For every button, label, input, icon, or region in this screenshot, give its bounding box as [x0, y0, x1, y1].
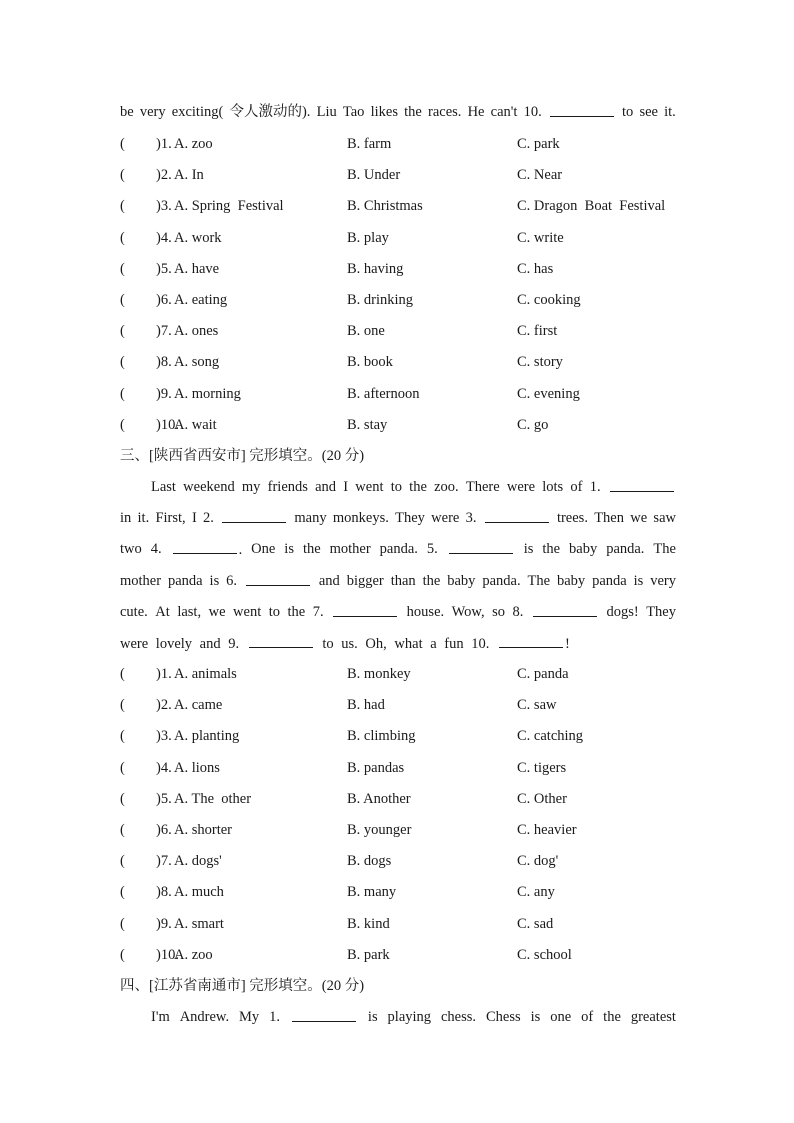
passage-word: us. [341, 636, 358, 652]
question-number: )1. [156, 136, 172, 152]
passage-word: 1. [269, 1009, 281, 1025]
passage-word: many [294, 510, 327, 527]
question-number: )1. [156, 666, 172, 682]
passage-word: is [367, 1009, 378, 1025]
option-c: C. go [517, 416, 549, 433]
question-number: )6. [156, 292, 172, 308]
option-c: C. any [517, 884, 555, 901]
passage-word: The [653, 541, 676, 558]
passage-word: we [208, 603, 226, 620]
passage-word: My [239, 1009, 260, 1025]
passage-line [120, 602, 676, 623]
option-b: B. one [347, 323, 385, 340]
option-a: A. morning [174, 385, 241, 402]
answer-blank [220, 508, 288, 529]
blank-line [222, 508, 286, 523]
passage-line [151, 477, 676, 498]
passage-line [120, 571, 676, 592]
blank-line [533, 602, 597, 617]
question-number: )8. [156, 354, 172, 371]
option-b: B. had [347, 697, 385, 714]
question-number: )9. [156, 385, 172, 402]
option-a: A. dogs' [174, 853, 222, 870]
passage-word: I [343, 479, 349, 495]
option-a: A. came [174, 697, 223, 714]
passage-word: panda. [379, 541, 418, 558]
passage-word: First, [155, 510, 186, 527]
option-b: B. Christmas [347, 198, 423, 215]
question-number: )2. [156, 697, 172, 714]
passage-word: so [492, 603, 506, 620]
passage-word: one [550, 1009, 572, 1025]
question-number: )3. [156, 728, 172, 745]
passage-word: it. [137, 510, 150, 527]
answer-paren[interactable]: ( [120, 229, 125, 246]
passage-word: the [409, 479, 427, 495]
blank-line [246, 571, 310, 586]
passage-word: the [287, 603, 306, 620]
option-b: B. Under [347, 167, 401, 184]
passage-word: we [630, 510, 648, 527]
passage-line [151, 1007, 676, 1028]
answer-paren[interactable]: ( [120, 198, 125, 215]
passage-word: 3. [465, 510, 477, 527]
question-number: )3. [156, 198, 172, 215]
answer-paren[interactable]: ( [120, 385, 125, 402]
answer-blank [447, 539, 515, 560]
answer-paren[interactable]: ( [120, 884, 125, 901]
answer-paren[interactable]: ( [120, 728, 125, 745]
question-number: )5. [156, 260, 172, 277]
passage-word: He [467, 104, 485, 120]
passage-line [120, 539, 676, 560]
intro-tail-line [120, 102, 676, 123]
answer-blank [244, 571, 312, 592]
passage-word: it. [664, 104, 676, 120]
blank-line [550, 102, 614, 117]
passage-word: is [209, 572, 220, 589]
question-number: )10. [156, 416, 179, 433]
passage-word: 4. [150, 541, 162, 558]
blank-line [173, 539, 237, 554]
passage-word: fun [444, 636, 464, 652]
option-c: C. cooking [517, 292, 581, 308]
option-c: C. story [517, 354, 563, 371]
passage-word: were [506, 479, 536, 495]
answer-paren[interactable]: ( [120, 167, 125, 184]
passage-word: to [390, 479, 402, 495]
option-a: A. smart [174, 915, 224, 932]
passage-word: panda. [482, 572, 521, 589]
passage-word: 1. [589, 479, 601, 495]
option-b: B. Another [347, 790, 411, 807]
blank-line [449, 539, 513, 554]
option-b: B. kind [347, 915, 390, 932]
passage-word: baby [569, 541, 598, 558]
passage-word: 9. [228, 636, 240, 652]
answer-blank [548, 102, 616, 123]
passage-word: 8. [512, 603, 524, 620]
passage-word: the [603, 1009, 621, 1025]
option-b: B. farm [347, 136, 392, 152]
answer-blank [247, 636, 315, 652]
passage-word: One [251, 541, 276, 558]
passage-word: baby [556, 572, 586, 589]
passage-word: Wow, [451, 603, 485, 620]
question-number: )4. [156, 759, 172, 776]
passage-word: mother [120, 572, 162, 589]
option-b: B. having [347, 260, 404, 277]
passage-word: chess. [441, 1009, 477, 1025]
passage-word: were [431, 510, 460, 527]
passage-word: Chess [486, 1009, 521, 1025]
section3-heading: 三、[陕西省西安市] 完形填空。(20 分) [120, 448, 365, 464]
option-a: A. zoo [174, 136, 213, 152]
option-c: C. has [517, 260, 554, 277]
passage-word: is [530, 1009, 541, 1025]
passage-word: went [233, 603, 262, 620]
passage-word: cute. [120, 603, 148, 620]
option-a: A. planting [174, 728, 240, 745]
question-number: )7. [156, 323, 172, 340]
passage-word: my [241, 479, 261, 495]
option-c: C. Near [517, 167, 563, 184]
passage-word: Then [594, 510, 624, 527]
passage-word: is [633, 572, 644, 589]
answer-paren[interactable]: ( [120, 666, 125, 682]
option-b: B. drinking [347, 292, 414, 308]
answer-paren[interactable]: ( [120, 946, 125, 963]
option-b: B. play [347, 229, 389, 246]
answer-paren[interactable]: ( [120, 790, 125, 807]
blank-line [610, 477, 674, 492]
passage-word: the [542, 541, 561, 558]
option-b: B. park [347, 946, 390, 963]
passage-word: and [199, 636, 221, 652]
question-number: )7. [156, 853, 172, 870]
answer-paren[interactable]: ( [120, 822, 125, 838]
blank-line [485, 508, 549, 523]
passage-word: I'm [151, 1009, 170, 1025]
passage-word: is [284, 541, 294, 558]
passage-word: than [390, 572, 416, 589]
passage-word: in [120, 510, 132, 527]
option-b: B. stay [347, 416, 388, 433]
passage-word: mother [329, 541, 371, 558]
passage-word: the [422, 572, 441, 589]
option-b: B. afternoon [347, 385, 420, 402]
passage-word: 令人激动的). [229, 104, 311, 120]
passage-word: 10. [471, 636, 490, 652]
answer-paren[interactable]: ( [120, 354, 125, 371]
question-number: )8. [156, 884, 172, 901]
option-b: B. younger [347, 822, 412, 838]
passage-word: very [650, 572, 676, 589]
passage-word: very [139, 104, 166, 120]
passage-word: panda. [606, 541, 645, 558]
option-c: C. saw [517, 697, 557, 714]
passage-word: exciting( [171, 104, 224, 120]
answer-paren[interactable]: ( [120, 915, 125, 932]
passage-word: the [404, 104, 422, 120]
passage-word: The [527, 572, 551, 589]
passage-word: greatest [630, 1009, 676, 1025]
option-c: C. dog' [517, 853, 559, 870]
passage-word: Tao [342, 104, 365, 120]
option-a: A. Spring Festival [174, 198, 284, 215]
option-c: C. Dragon Boat Festival [517, 198, 666, 215]
passage-line [120, 508, 676, 529]
answer-blank: . [171, 539, 243, 560]
passage-word: two [120, 541, 142, 558]
option-a: A. song [174, 354, 220, 371]
passage-word: to [322, 636, 334, 652]
option-c: C. heavier [517, 822, 577, 838]
passage-word: panda [168, 572, 203, 589]
option-a: A. animals [174, 666, 237, 682]
passage-word: They [646, 603, 676, 620]
option-c: C. tigers [517, 759, 567, 776]
option-c: C. evening [517, 385, 580, 402]
question-number: )10. [156, 946, 179, 963]
passage-word: 7. [312, 603, 324, 620]
passage-word: saw [653, 510, 676, 527]
option-a: A. wait [174, 416, 217, 433]
option-c: C. catching [517, 728, 584, 745]
answer-blank [331, 602, 399, 623]
passage-word: dogs! [606, 603, 639, 620]
passage-word: house. [406, 603, 445, 620]
option-c: C. park [517, 136, 560, 152]
option-b: B. many [347, 884, 397, 901]
answer-blank: ! [497, 636, 570, 652]
blank-line [499, 633, 563, 648]
passage-word: 5. [426, 541, 438, 558]
option-a: A. In [174, 167, 204, 184]
passage-word: I [191, 510, 197, 527]
passage-word: last, [177, 603, 202, 620]
passage-word: were [120, 636, 149, 652]
option-a: A. The other [174, 790, 252, 807]
passage-word: Last [151, 479, 176, 495]
question-number: )9. [156, 915, 172, 932]
passage-word: lots [542, 479, 564, 495]
passage-word: playing [387, 1009, 432, 1025]
passage-word: There [465, 479, 500, 495]
blank-line [333, 602, 397, 617]
answer-paren[interactable]: ( [120, 759, 125, 776]
answer-paren[interactable]: ( [120, 416, 125, 433]
answer-blank [290, 1007, 358, 1028]
passage-word: be [120, 104, 134, 120]
section4-heading: 四、[江苏省南通市] 完形填空。(20 分) [120, 978, 365, 994]
passage-word: 2. [203, 510, 214, 527]
answer-paren[interactable]: ( [120, 697, 125, 714]
passage-word: baby [447, 572, 476, 589]
option-a: A. zoo [174, 946, 213, 963]
passage-word: friends [267, 479, 308, 495]
option-c: C. school [517, 946, 572, 963]
passage-word: can't [490, 104, 518, 120]
passage-word: Andrew. [179, 1009, 230, 1025]
option-b: B. book [347, 354, 393, 371]
option-b: B. pandas [347, 759, 405, 776]
passage-word: weekend [183, 479, 235, 495]
passage-word: and [318, 572, 340, 589]
answer-blank [531, 602, 599, 623]
passage-word: to [622, 104, 634, 120]
passage-word: the [302, 541, 321, 558]
question-number: )4. [156, 229, 172, 246]
question-number: )5. [156, 790, 172, 807]
answer-paren[interactable]: ( [120, 323, 125, 340]
answer-blank [608, 477, 676, 498]
option-c: C. panda [517, 666, 569, 682]
passage-word: of [581, 1009, 594, 1025]
option-b: B. dogs [347, 853, 392, 870]
passage-word: races. [428, 104, 462, 120]
option-c: C. first [517, 323, 558, 340]
passage-word: panda [592, 572, 627, 589]
passage-word: They [395, 510, 425, 527]
passage-word: Oh, [365, 636, 387, 652]
option-c: C. Other [517, 790, 567, 807]
option-a: A. work [174, 229, 222, 246]
answer-paren[interactable]: ( [120, 292, 125, 308]
answer-paren[interactable]: ( [120, 136, 125, 152]
question-number: )2. [156, 167, 172, 184]
passage-word: At [155, 603, 170, 620]
passage-word: likes [370, 104, 398, 120]
answer-paren[interactable]: ( [120, 853, 125, 870]
passage-word: a [430, 636, 437, 652]
passage-word: is [523, 541, 534, 558]
passage-word: and [315, 479, 337, 495]
passage-line [120, 633, 676, 654]
passage-word: of [570, 479, 583, 495]
option-b: B. climbing [347, 728, 416, 745]
passage-word: 10. [523, 104, 542, 120]
passage-word: zoo. [434, 479, 459, 495]
option-b: B. monkey [347, 666, 411, 682]
option-a: A. shorter [174, 822, 232, 838]
answer-paren[interactable]: ( [120, 260, 125, 277]
passage-word: bigger [346, 572, 384, 589]
passage-word: Liu [316, 104, 337, 120]
option-a: A. lions [174, 759, 220, 776]
question-number: )6. [156, 822, 172, 838]
answer-blank [483, 508, 551, 529]
passage-word: to [268, 603, 281, 620]
passage-word: trees. [556, 510, 588, 527]
passage-word: see [639, 104, 658, 120]
passage-word: what [394, 636, 423, 652]
option-a: A. have [174, 260, 220, 277]
option-a: A. eating [174, 292, 228, 308]
option-a: A. much [174, 884, 224, 901]
passage-word: went [355, 479, 384, 495]
option-c: C. sad [517, 915, 554, 932]
blank-line [249, 633, 313, 648]
option-c: C. write [517, 229, 564, 246]
passage-word: monkeys. [332, 510, 389, 527]
option-a: A. ones [174, 323, 219, 340]
passage-word: lovely [155, 636, 193, 652]
passage-word: 6. [226, 572, 238, 589]
blank-line [292, 1007, 356, 1022]
